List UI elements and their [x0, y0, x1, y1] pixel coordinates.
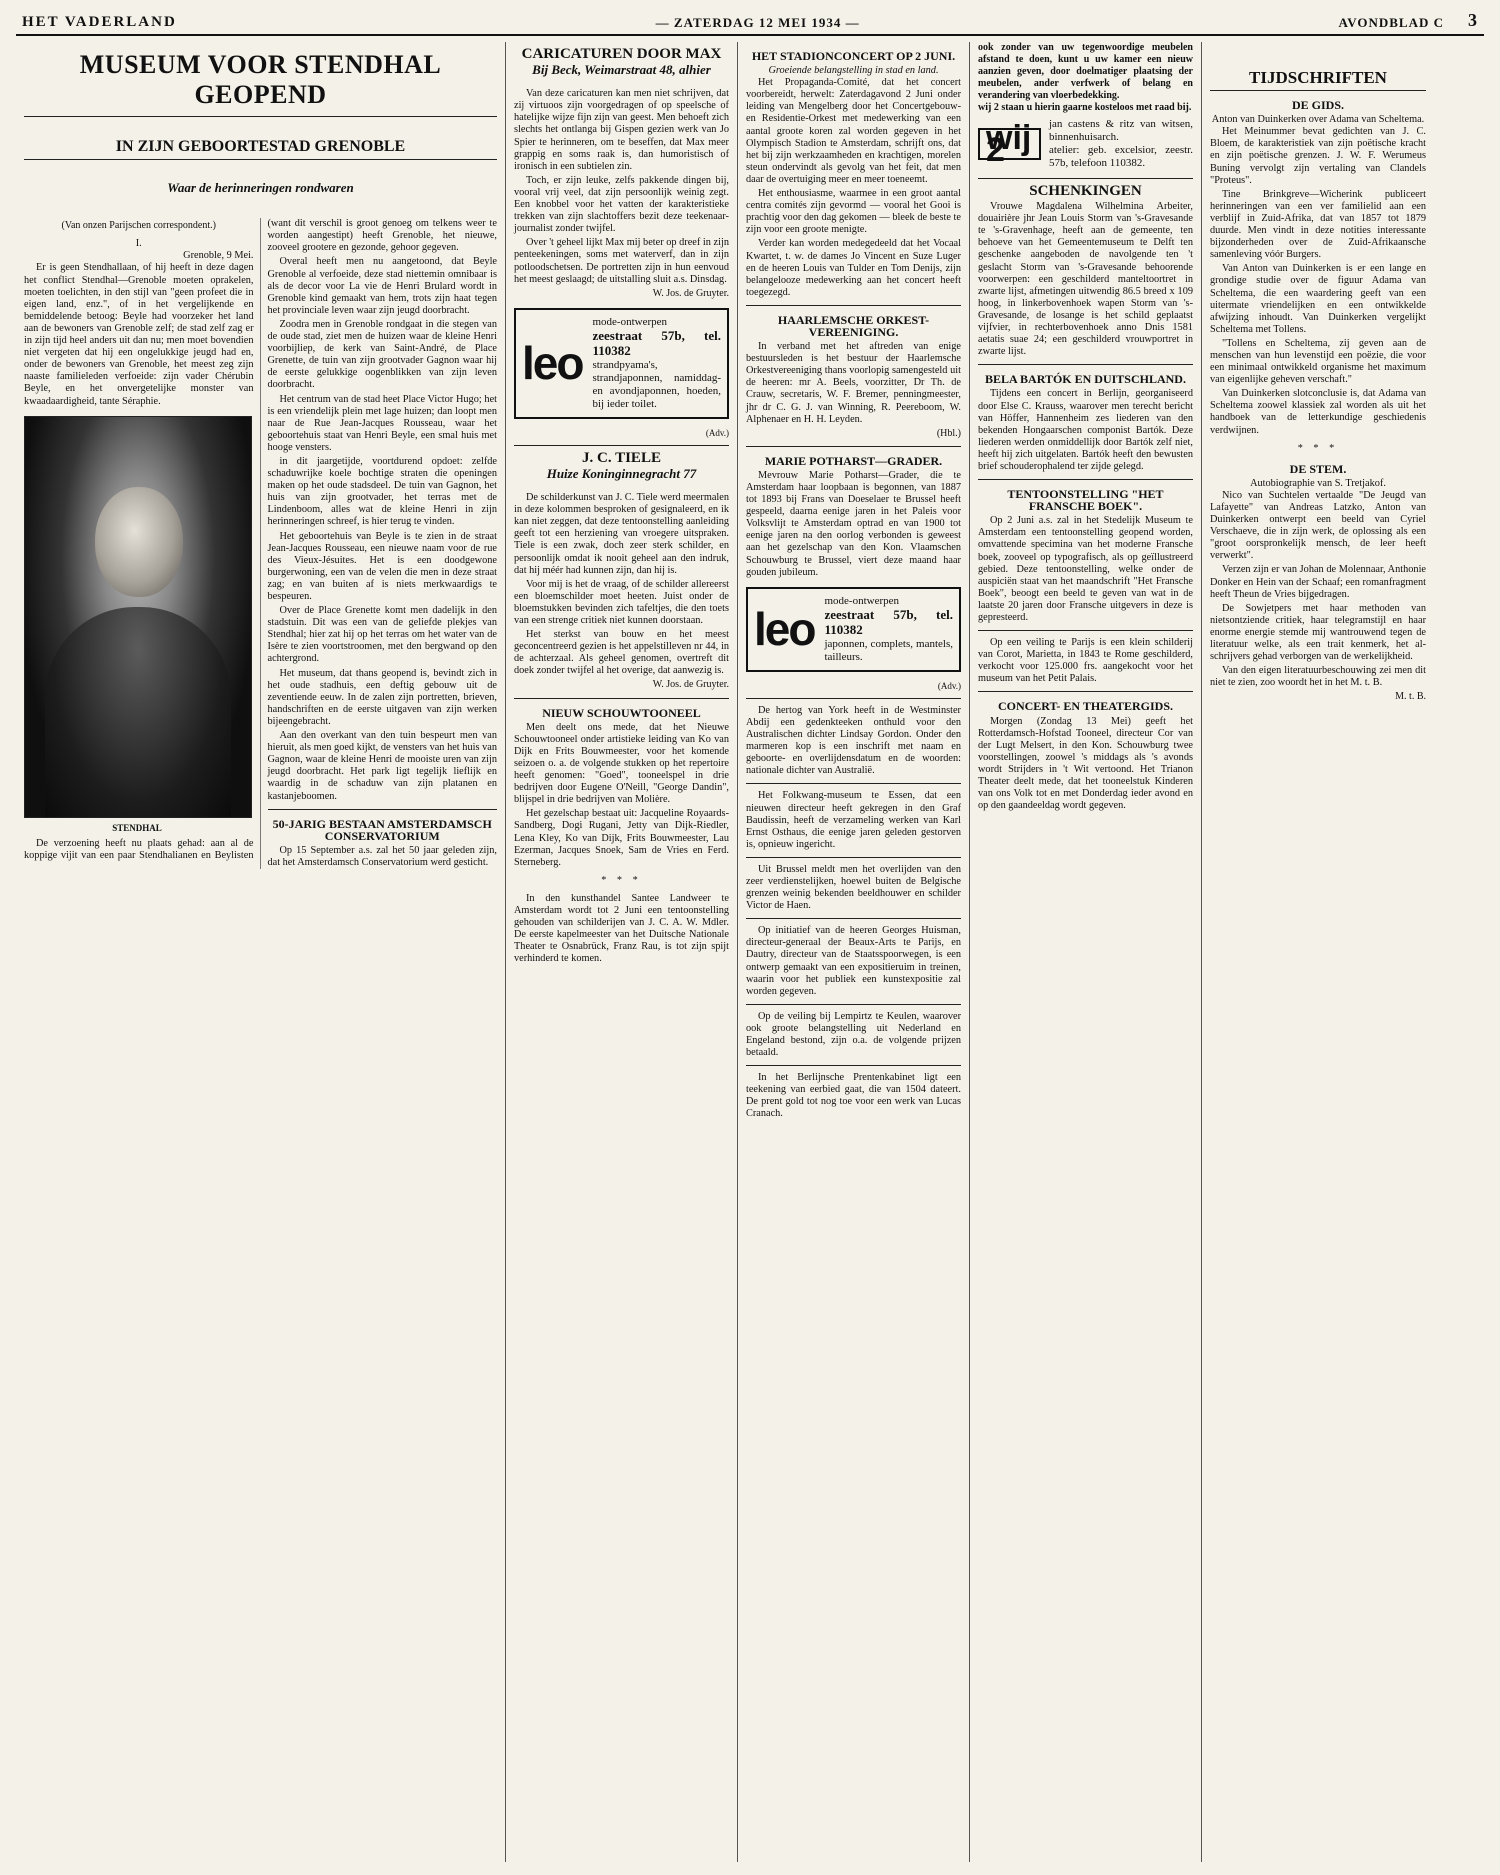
leo-logo: leo	[754, 603, 815, 656]
tijdschriften-headline: TIJDSCHRIFTEN	[1249, 68, 1387, 87]
paragraph: Op een veiling te Parijs is een klein schilderij van Corot, Marietta, in 1843 te Rome geschilderd, verkocht voor 125.000 frs. aangekocht voor het museum van het Petit Palais.	[978, 637, 1193, 685]
divider	[978, 364, 1193, 365]
signature: (Hbl.)	[936, 427, 961, 439]
paragraph: Aan den overkant van den tuin bespeurt men van hieruit, als men goed kijkt, de vensters van het huis van Gagnon, waar de kleine Henri de mooiste uren van zijn jeugd doorbracht. Het park ligt tegelijk lieflijk en waardig in de schaduw van zijn platanen en kastanjeboomen.	[267, 730, 497, 802]
portrait-coat	[45, 607, 231, 817]
ad-line: jan castens & ritz van witsen, binnenhuisarch.	[1048, 118, 1193, 143]
paragraph: Nico van Suchtelen vertaalde "De Jeugd van Lafayette" van Andreas Latzko, Anton van Duinkerken ontwerpt een beeld van Cyriel Verschaeve, die in zijn werk, de oplossing als een "groot oorspronkelijk mensch, de leer heeft verwerkt".	[1210, 489, 1426, 562]
stadion-headline: HET STADIONCONCERT OP 2 JUNI.	[751, 49, 956, 63]
stendhal-photo-block	[24, 416, 250, 834]
leo-advertisement	[514, 308, 729, 419]
paragraph: Tijdens een concert in Berlijn, georganiseerd door Else C. Krauss, waarover men terecht bericht van Höffer, Hannenheim zes liederen van den bekenden Hongaarschen componist Bartók. Deze liederen werden onmiddellijk door Bartók zelf niet, heeft hij zich uitgelaten. Bartók heeft den bewusten brief schouderophalend ter zijde gelegd.	[978, 388, 1193, 472]
divider	[746, 446, 961, 447]
paragraph: De Sowjetpers met haar methoden van nietsontziende critiek, haar telegramstijl en haar enorme energie stemde mij wantrouwend tegen de literatuur welke, als een trait kenmerk, het al-schrijvers gehad verborgen van de werkelijkheid.	[1210, 602, 1426, 663]
stendhal-kicker: Waar de herinneringen rondwaren	[167, 180, 354, 196]
tiele-subheadline: Huize Koninginnegracht 77	[546, 465, 697, 481]
ad-text	[824, 595, 953, 664]
paragraph: Verder kan worden medegedeeld dat het Vocaal Kwartet, t. w. de dames Jo Vincent en Suze Luger en de heeren Louis van Tulder en Tom Denijs, zijn belangelooze medewerking aan het concert heeft toegezegd.	[746, 238, 961, 298]
paragraph: Het Meinummer bevat gedichten van J. C. Bloem, de karakteristiek van zijn poëtische kracht en zijn poëtische grenzen. J. W. F. Werumeus Buning vervolgt zijn vertaling van Clandels "Proteus".	[1210, 126, 1426, 186]
paragraph: Toch, er zijn leuke, zelfs pakkende dingen bij, vooral vrij veel, dat zijn persoonlijk weinig zegt. Een knobbel voor het vatten der karakteristieke trekken van zijn slachtoffers bezit deze teekenaar-journalist zonder twijfel.	[514, 174, 729, 235]
stendhal-subheadline: IN ZIJN GEBOORTESTAD GRENOBLE	[115, 138, 406, 155]
paragraph: Op 2 Juni a.s. zal in het Stedelijk Museum te Amsterdam een tentoonstelling geopend worden, omvattende specimina van het moderne Fransche boek, zooveel op typografisch, als op geïllustreerd gebied. Deze tentoonstelling, welke onder de auspiciën staat van het maandschrift "Het Fransche Boek", beoogt een beeld te geven van wat in de laatste 20 jaren door Fransche uitgevers in deze is gepresteerd.	[978, 515, 1193, 623]
divider	[514, 445, 729, 446]
paragraph: "Tollens en Scheltema, zij geven aan de menschen van hun levenstijd een poëzie, die voor een minimaal ontwikkeld organisme het maximum van eigenlijke geheven verschaft."	[1210, 337, 1426, 386]
paragraph: Het Folkwang-museum te Essen, dat een nieuwen directeur heeft gekregen in den Graf Baudissin, heeft de verzameling werken van Karl Ernst Osthaus, die eenige jaren geleden gestorven is, opnieuw ingericht.	[746, 790, 961, 850]
paragraph: Er is geen Stendhallaan, of hij heeft in deze dagen het conflict Stendhal—Grenoble moeten oprakelen, moeten toelichten, in den stijl van "geen profeet die in eigen land, enz.", of in het vergelijkende en bemiddelende betoog: Beyle had voorzeker het land aan de bewoners van Grenoble zelf; de stad zelf zag er in zijn tijd heel anders uit dan nu; men moet bovendien niet vergeten dat hij een ongelukkige jeugd had en, onder de bewoners van Grenoble, het meest zeg zijn naaste familieleden verfoeide: zijn vader Chérubin Beyle, en het onvergetelijke monster van kwaadaardigheid, tante Séraphie.	[24, 262, 254, 407]
paragraph: Overal heeft men nu aangetoond, dat Beyle Grenoble al verfoeide, deze stad niettemin omnibaar is als de decor voor La vie de Henri Brulard wordt in Grenoble kind gemaakt van hem, trots zijn haat tegen het provinciale leven waar zijn jeugd doorbracht.	[267, 256, 497, 316]
paragraph: De hertog van York heeft in de Westminster Abdij een gedenkteeken onthuld voor den Australischen dichter Lindsay Gordon. Onder den marmeren kop is een inschrift met naam en geboorte- en overlijdensdatum en de woorden: nationale dichter van Australië.	[746, 704, 961, 777]
paragraph: in dit jaargetijde, voortdurend opdoet: zelfde schaduwrijke koele bochtige straten die openingen maken op het oude stadsdeel. De tuin van Gagnon, het huis van zijn grootvader, het terras met de Lindenboom, alles wat de kleine Henri in zijn herinneringen schreef, is hier terug te vinden.	[267, 455, 497, 528]
paragraph: Op 15 September a.s. zal het 50 jaar geleden zijn, dat het Amsterdamsch Conservatorium werd gesticht.	[267, 844, 497, 868]
divider	[1210, 90, 1426, 91]
divider	[978, 630, 1193, 631]
divider	[746, 1065, 961, 1066]
tentoonstelling-headline: TENTOONSTELLING "HET FRANSCHE BOEK".	[1007, 487, 1164, 514]
wij-ad-details	[1049, 118, 1193, 170]
divider	[746, 698, 961, 699]
paragraph: De verzoening heeft nu plaats gehad: aan al de koppige vijit van een paar Stendhalianen en Beylisten (want dit verschil is groot genoeg om telkens weer te worden aangestipt) heeft Grenoble, het nieuwe, zooveel grootere en gezonde, gehoor gegeven.	[24, 218, 497, 861]
ad-text	[592, 316, 721, 411]
byline: (Van onzen Parijschen correspondent.)	[61, 220, 216, 232]
paragraph: Men deelt ons mede, dat het Nieuwe Schouwtooneel onder artistieke leiding van Ko van Dijk en Frits Bouwmeester, voor het komende seizoen o. a. de volgende stukken op het repertoire heeft genomen: "Goed", tooneelspel in drie bedrijven door Eugene O'Neill, "George Dandin", blijspel in drie bedrijven van Molière.	[514, 721, 729, 806]
paragraph: Vrouwe Magdalena Wilhelmina Arbeiter, douairière jhr Jean Louis Storm van 's-Gravesande te 's-Gravenhage, heeft aan de gemeente, ten behoeve van het Gemeentemuseum te Delft ten geschenke aangeboden de navolgende ten 't geslacht Storm van 's-Gravesande behoorende voorwerpen: een geschilderd manteltoortret in zwarte lijst, afmetingen uitwendig 86.5 breed x 109 hoog, in linkerbovenhoek wapen Storm van 's-Gravesande, de losange is het schild geplaatst vijfvier, in rechterbovenhoek anno Dnis 1581 aetatis suae 24; een geschilderd vrouwportret in zwarte lijst.	[978, 201, 1193, 358]
schouwtooneel-headline: NIEUW SCHOUWTOONEEL	[542, 705, 701, 720]
edition-label: AVONDBLAD C	[1338, 15, 1444, 30]
stadion-subheadline: Groeiende belangstelling in stad en land.	[768, 65, 939, 77]
divider	[268, 809, 498, 810]
paragraph: Mevrouw Marie Potharst—Grader, die te Amsterdam haar loopbaan is begonnen, van 1887 tot 1893 bij Frans van Doeselaer te Brussel heeft gespeeld, daarna eenige jaren in het Paleis voor Volksvlijt te Amsterdam optrad en van 1900 tot eenige jaren na den oorlog verbonden is geweest aan het gezelschap van den Kon. Vlaamschen Schouwburg te Brussel, viert deze maand haar gouden jubileum.	[746, 469, 961, 578]
paragraph: Het gezelschap bestaat uit: Jacqueline Royaards-Sandberg, Dogi Rugani, Jetty van Dijk-Riedler, Lena Kley, Ko van Dijk, Frits Bouwmeester, Lau Ezerman, Jacques Snoek, Sam de Vries en Ferd. Sterneberg.	[514, 808, 729, 868]
paragraph: Op initiatief van de heeren Georges Huisman, directeur-generaal der Beaux-Arts te Parijs, en Dautry, directeur van de Staatsspoorwegen, is een ontwerp gemaakt van een expositieruim in treinen, waarin voor het publiek een kunstexpositie zal worden gegeven.	[746, 925, 961, 997]
haarlem-headline: HAARLEMSCHE ORKEST-VEREENIGING.	[777, 312, 930, 339]
paragraph: In verband met het aftreden van enige bestuursleden is het bestuur der Haarlemsche Orkestvereeniging thans voorlopig samengesteld uit de heeren: mr A. Beels, voorzitter, Dr Th. de Crauw, secretaris, W. F. Bremer, penningmeester, jhr dr C. G. J. van Winning, R. Peereboom, W. Alphenaer en H. H. Leyden.	[746, 341, 961, 425]
stendhal-portrait	[24, 416, 252, 818]
dateline: Grenoble, 9 Mei.	[183, 250, 254, 262]
wij-logo: wij 2	[978, 128, 1041, 160]
paragraph: Tine Brinkgreve—Wicherink publiceert herinneringen van een ver familielid aan een verblijf in Zuid-Afrika, dat van 1857 tot 1879 duurde. Men vindt in deze notities interessante bijzonderheden over de Zuid-Afrikaansche samenleving vóór Burgers.	[1210, 188, 1426, 261]
paragraph: Het geboortehuis van Beyle is te zien in de straat Jean-Jacques Rousseau, een nieuwe naam voor de rue des Vieux-Jésuites. Het is een doodgewone burgerwoning, een van de velen die men in deze straat zag; en van buiten af is niets merkwaardigs te bespeuren.	[267, 530, 497, 602]
divider	[978, 178, 1193, 179]
paragraph: Van Anton van Duinkerken is er een lange en grondige studie over de figuur Adama van Scheltema, die een waardering geeft van een uitermate vriendelijken en een ontwikkelde afwijzing inhoudt. Van Duinkerken vergelijkt Scheltema met Tollens.	[1210, 263, 1426, 335]
column-tijdschriften	[1202, 42, 1434, 1862]
ad-note: (Adv.)	[705, 427, 729, 438]
ad-line: japonnen, complets, mantels, tailleurs.	[824, 637, 953, 663]
portrait-face	[95, 487, 183, 597]
stendhal-headline: MUSEUM VOOR STENDHAL GEOPEND	[79, 50, 442, 109]
paragraph: Morgen (Zondag 13 Mei) geeft het Rotterdamsch-Hofstad Tooneel, directeur Cor van der Lugt Melsert, in den Kon. Schouwburg twee voorstellingen, zoowel 's middags als 's avonds wordt Strijders in 't Wit vertoond. Het Trianon Theater deelt mede, dat het tooneelstuk Kinderen van ons Volk tot en met Donderdag ieder avond en op den gaandeeldag wordt gegeven.	[978, 715, 1193, 812]
schenkingen-headline: SCHENKINGEN	[1029, 183, 1142, 199]
ad-line: strandpyama's, strandjaponnen, namiddag- en avondjaponnen, hoeden, bij ieder toilet.	[592, 358, 721, 410]
signature: W. Jos. de Gruyter.	[652, 679, 729, 691]
paragraph: Het museum, dat thans geopend is, bevindt zich in het oude stadhuis, een deftig gebouw uit de zeventiende eeuw. In de zalen zijn portretten, brieven, handschriften en de eerste uitgaven van zijn werken bijeengebracht.	[267, 667, 497, 727]
paragraph: Over de Place Grenette komt men dadelijk in den stadstuin. Dit was een van de geliefde plekjes van Stendhal; hier zat hij op het terras om het water van de Isère te zien voortstroomen, met den bergwand op den achtergrond.	[267, 605, 497, 665]
masthead	[16, 6, 1484, 36]
paragraph: Het enthousiasme, waarmee in een groot aantal centra comités zijn gevormd — vooral het Gooi is prachtig voor den dag gekomen — bleek de beste te zijn voor een groote menigte.	[746, 188, 961, 236]
paragraph: In den kunsthandel Santee Landweer te Amsterdam wordt tot 2 Juni een tentoonstelling gehouden van schilderijen van J. C. A. W. Mdler. De eerste kapelmeester van het Duitsche Nationale Theater te Osnabrück, Franz Rau, is tot zijn spijt verhinderd te komen.	[514, 892, 729, 965]
wij-advertisement	[978, 118, 1193, 170]
wij-ad-text: wij 2 staan u hierin gaarne kosteloos met raad bij.	[978, 102, 1192, 113]
ad-line: mode-ontwerpen	[824, 594, 899, 607]
tiele-headline: J. C. TIELE	[582, 449, 661, 466]
paragraph: Van den eigen literatuurbeschouwing zei men dit niet te zien, zoo woordt het in het M. t. B.	[1210, 665, 1426, 689]
paragraph: Van deze caricaturen kan men niet schrijven, dat zij virtuoos zijn voorgedragen of op speelsche of hatelijke wijze fijn zijn van geest. Men behoeft zich slechts het ontlanga bij Gispen gezien werk van Jo Spier te herinneren, om te beseffen, dat Max meer grappig en soms raak is, dan humoristisch of ironisch in een subtielen zin.	[514, 88, 729, 172]
divider	[746, 305, 961, 306]
paragraph: Uit Brussel meldt men het overlijden van den zeer verdienstelijken, hoewel buiten de Belgische grenzen weinig bekenden beeldhouwer en schilder Victor de Haen.	[746, 863, 961, 912]
gids-subheadline: Anton van Duinkerken over Adama van Scheltema.	[1211, 114, 1425, 126]
leo-advertisement	[746, 587, 961, 672]
ad-line: zeestraat 57b, tel. 110382	[824, 606, 953, 637]
max-headline: CARICATUREN DOOR MAX	[521, 46, 722, 62]
signature: M. t. B.	[1395, 691, 1426, 703]
concert-headline: CONCERT- EN THEATERGIDS.	[997, 699, 1174, 714]
paragraph: Van Duinkerken slotconclusie is, dat Adama van Scheltema zoowel klassiek zal worden als uit het handboek van de letterkundige geschiedenis verdwijnen.	[1210, 388, 1426, 436]
photo-caption: STENDHAL	[112, 822, 162, 833]
divider	[746, 783, 961, 784]
paragraph: Over 't geheel lijkt Max mij beter op dreef in zijn penteekeningen, soms met waterverf, dan in zijn potloodschetsen. De portretten zijn in hun eenvoud het meest geslaagd; de uitstalling sluit a.s. Dinsdag.	[514, 237, 729, 285]
paragraph: Op de veiling bij Lempirtz te Keulen, waarover ook groote belangstelling uit Nederland en Engeland bestond, zijn o.a. de volgende prijzen betaald.	[746, 1010, 961, 1059]
paragraph: Verzen zijn er van Johan de Molennaar, Anthonie Donker en Hein van der Schaaf; een romanfragment heeft Theun de Vries bijgedragen.	[1210, 564, 1426, 600]
divider	[746, 1004, 961, 1005]
max-subheadline: Bij Beck, Weimarstraat 48, alhier	[532, 62, 711, 78]
ad-line: atelier: geb. excelsior, zeestr. 57b, telefoon 110382.	[1048, 144, 1193, 169]
columns	[16, 42, 1484, 1862]
paragraph: Het sterkst van bouw en het meest geconcentreerd gezien is het appelstilleven nr 44, in de achterzaal. Als geheel genomen, overtreft dit doek zonder twijfel al het overige, dat aanwezig is.	[514, 629, 729, 677]
divider	[746, 857, 961, 858]
marie-headline: MARIE POTHARST—GRADER.	[764, 453, 943, 468]
stendhal-article	[16, 42, 506, 1862]
separator-stars: * * *	[601, 874, 642, 886]
divider	[514, 698, 729, 699]
ad-line: zeestraat 57b, tel. 110382	[592, 327, 721, 358]
paragraph: Het centrum van de stad heet Place Victor Hugo; het is een vriendelijk plein met lage huizen; dan loopt men naar de Rue Jean-Jacques Rousseau, waar het geboortehuis staat van Henri Beyle, een smal huis met hooge vensters.	[267, 393, 497, 453]
divider	[978, 691, 1193, 692]
column-music	[738, 42, 970, 1862]
conservatorium-headline: 50-JARIG BESTAAN AMSTERDAMSCH CONSERVATORIUM	[272, 816, 492, 843]
signature: W. Jos. de Gruyter.	[652, 287, 729, 299]
divider	[978, 479, 1193, 480]
paragraph: Het Propaganda-Comité, dat het concert voorbereidt, herwelt: Zaterdagavond 2 Juni onder leiding van Mengelberg door het Concertgebouw- en Residentie-Orkest met medewerking van een aantal groote koren zal worden gegeven in het Olympisch Stadion te Amsterdam, schrijft ons, dat het bij zijn werkzaamheden en krachtigen, morelen steun ondervindt als gevolg van het feit, dat men daar de overtuiging meer en meer toeneemt.	[746, 77, 961, 185]
section-number: I.	[135, 238, 142, 250]
stem-headline: DE STEM.	[1289, 461, 1347, 476]
paragraph: De schilderkunst van J. C. Tiele werd meermalen in deze kolommen besproken of gesignaleerd, en ik kan niet zeggen, dat deze tentoonstelling aanleiding geeft tot een herziening van vroegere uitspraken. Tiele is een zwak, doch zeer sterk schilder, en persoonlijk omdat ik nooit geheel aan den indruk, dat hij méér had kunnen zijn, dan hij is.	[514, 492, 729, 576]
column-arts	[506, 42, 738, 1862]
divider	[24, 116, 497, 117]
leo-logo: leo	[522, 337, 583, 390]
stendhal-body	[24, 218, 497, 869]
divider	[746, 918, 961, 919]
gids-headline: DE GIDS.	[1291, 98, 1344, 113]
paper-name: HET VADERLAND	[22, 14, 177, 30]
paragraph: In het Berlijnsche Prentenkabinet ligt een teekening van eerbied gaat, die van 1504 dateert. De prent gold tot nog toe voor een werk van Lucas Cranach.	[746, 1072, 961, 1120]
page-number: 3	[1468, 10, 1478, 30]
separator-stars: * * *	[1297, 442, 1339, 454]
issue-date: — ZATERDAG 12 MEI 1934 —	[655, 15, 860, 30]
ad-line: mode-ontwerpen	[592, 315, 667, 328]
divider	[24, 159, 497, 160]
bartok-headline: BELA BARTÓK EN DUITSCHLAND.	[985, 372, 1186, 387]
paragraph: Zoodra men in Grenoble rondgaat in die stegen van de oude stad, ziet men de huizen waar de kleine Henri voorbijliep, de kerk van Saint-André, de Place Grenette, de tuin van zijn grootvader Gagnon waar hij de eerste gelukkige oogenblikken van zijn leven doorbracht.	[267, 318, 497, 391]
stem-subheadline: Autobiographie van S. Tretjakof.	[1250, 477, 1386, 489]
paragraph: Voor mij is het de vraag, of de schilder allereerst een bloemschilder moet heeten. Juist onder de bloemstukken bevinden zich tafeltjes, die den toets van een strenge critiek niet kunnen doorstaan.	[514, 578, 729, 626]
ad-note: (Adv.)	[937, 680, 961, 691]
wij-ad-text: ook zonder van uw tegenwoordige meubelen afstand te doen, kunt u uw kamer een nieuw aanzien geven, door doelmatiger plaatsing der meubelen, ander verfwerk of belang en verandering van vloerbedekking.	[978, 42, 1193, 101]
column-gifts	[970, 42, 1202, 1862]
